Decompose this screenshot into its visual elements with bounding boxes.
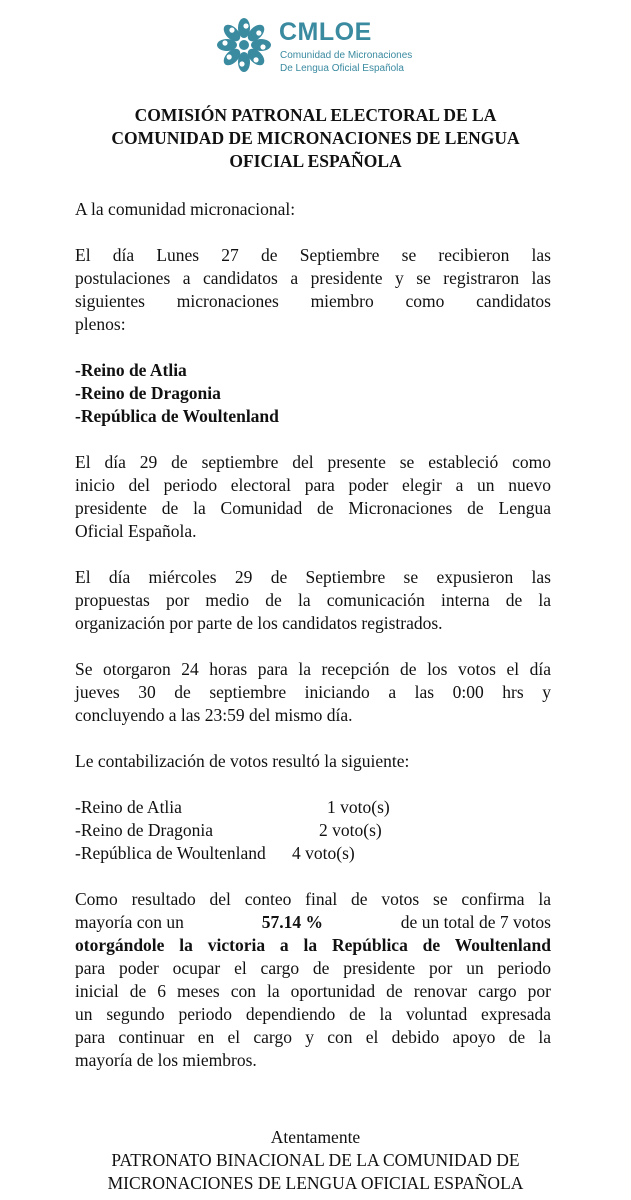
paragraph-line: mayoría de los miembros.: [75, 1050, 257, 1070]
victory-statement: otorgándole la victoria a la República de Woultenland: [75, 935, 551, 955]
paragraph-line: concluyendo a las 23:59 del mismo día.: [75, 705, 353, 725]
logo-name: CMLOE: [279, 18, 372, 46]
paragraph-line: inicial de 6 meses con la oportunidad de renovar cargo por: [75, 981, 551, 1001]
vote-row: [75, 819, 551, 842]
closing-signature: [40, 1126, 591, 1195]
paragraph-line: organización por parte de los candidatos registrados.: [75, 613, 443, 633]
result-percentage: 57.14 %: [261, 912, 323, 932]
candidate-item: -Reino de Dragonia: [75, 383, 221, 403]
result-text: de un total de 7 votos: [400, 912, 551, 932]
header-logo: [213, 14, 413, 80]
vote-tally: [75, 796, 551, 865]
paragraph-line: El día 29 de septiembre del presente se estableció como: [75, 452, 551, 472]
spiral-flower-icon: [213, 14, 275, 76]
paragraph-line: postulaciones a candidatos a presidente y se registraron las: [75, 268, 551, 288]
paragraph-line: un segundo periodo dependiendo de la voluntad expresada: [75, 1004, 551, 1024]
paragraph-line: El día Lunes 27 de Septiembre se recibieron las: [75, 245, 551, 265]
paragraph-line: El día miércoles 29 de Septiembre se expusieron las: [75, 567, 551, 587]
document-title: [60, 104, 571, 173]
paragraph-result: [75, 888, 551, 1072]
paragraph-line: Oficial Española.: [75, 521, 197, 541]
result-text: mayoría con un: [75, 912, 184, 932]
logo-subtitle-line: Comunidad de Micronaciones: [280, 50, 413, 61]
title-line: COMUNIDAD DE MICRONACIONES DE LENGUA: [111, 128, 520, 148]
paragraph-line: [75, 934, 551, 957]
greeting: A la comunidad micronacional:: [75, 199, 296, 219]
candidate-item: -Reino de Atlia: [75, 360, 187, 380]
title-line: OFICIAL ESPAÑOLA: [229, 151, 402, 171]
paragraph-line: Como resultado del conteo final de votos se confirma la: [75, 889, 551, 909]
vote-candidate: -República de Woultenland: [75, 843, 266, 863]
document-body: [75, 198, 551, 1072]
vote-row: [75, 796, 551, 819]
signatory-line: PATRONATO BINACIONAL DE LA COMUNIDAD DE: [111, 1150, 520, 1170]
logo-subtitle-line: De Lengua Oficial Española: [280, 63, 404, 74]
paragraph-line: inicio del periodo electoral para poder elegir a un nuevo: [75, 475, 551, 495]
paragraph-electoral-period: [75, 451, 551, 543]
paragraph-line: propuestas por medio de la comunicación interna de la: [75, 590, 551, 610]
paragraph-line: siguientes micronaciones miembro como candidatos: [75, 291, 551, 311]
paragraph-line: [75, 911, 551, 934]
vote-row: [75, 842, 551, 865]
paragraph-line: presidente de la Comunidad de Micronaciones de Lengua: [75, 498, 551, 518]
vote-count: 4 voto(s): [292, 843, 355, 863]
candidate-item: -República de Woultenland: [75, 406, 279, 426]
title-line: COMISIÓN PATRONAL ELECTORAL DE LA: [134, 105, 497, 125]
vote-candidate: -Reino de Dragonia: [75, 820, 214, 840]
logo-subtitle: [280, 49, 412, 75]
paragraph-candidacies: [75, 244, 551, 336]
vote-count: 1 voto(s): [327, 797, 390, 817]
signatory-line: MICRONACIONES DE LENGUA OFICIAL ESPAÑOLA: [107, 1173, 524, 1193]
vote-count-intro: Le contabilización de votos resultó la siguiente:: [75, 751, 410, 771]
candidate-list: [75, 359, 551, 428]
vote-count: 2 voto(s): [319, 820, 382, 840]
paragraph-voting-window: [75, 658, 551, 727]
paragraph-proposals: [75, 566, 551, 635]
paragraph-line: Se otorgaron 24 horas para la recepción de los votos el día: [75, 659, 551, 679]
vote-candidate: -Reino de Atlia: [75, 797, 182, 817]
closing-salutation: Atentamente: [270, 1127, 361, 1147]
paragraph-line: para poder ocupar el cargo de presidente por un periodo: [75, 958, 551, 978]
paragraph-line: jueves 30 de septiembre iniciando a las 0:00 hrs y: [75, 682, 551, 702]
paragraph-line: para continuar en el cargo y con el debido apoyo de la: [75, 1027, 551, 1047]
paragraph-line: plenos:: [75, 314, 126, 334]
